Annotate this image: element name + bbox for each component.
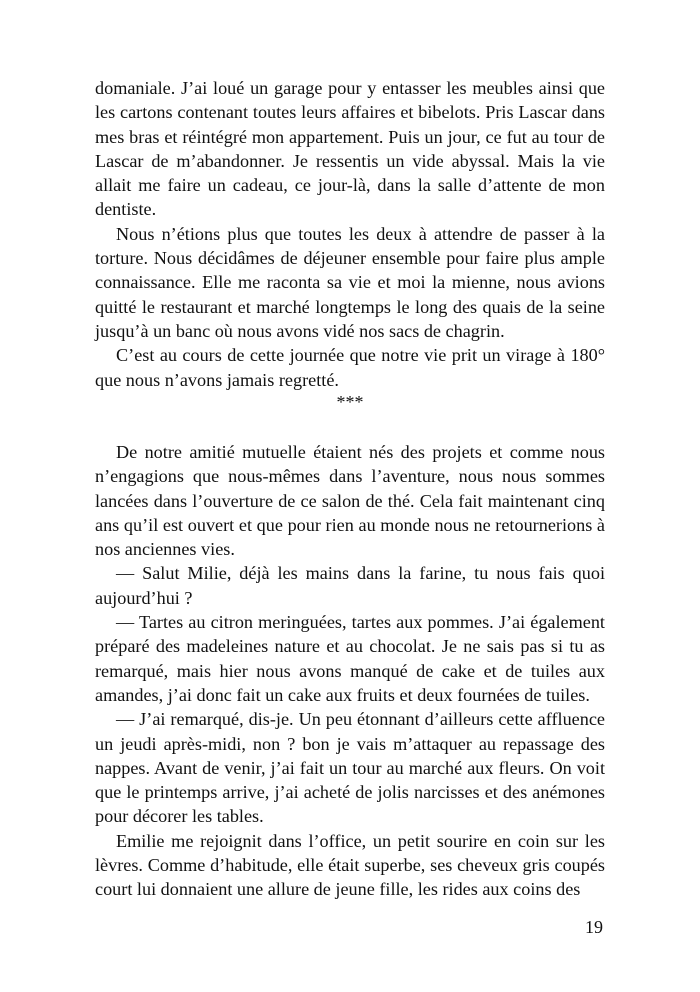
dialogue-line: — Salut Milie, déjà les mains dans la farine, tu nous fais quoi aujourd’hui ? (95, 563, 605, 608)
dialogue-line: — Tartes au citron meringuées, tartes aux pommes. J’ai également préparé des madeleines nature et au chocolat. Je ne sais pas si tu as remarqué, mais hier nous avons manqué de cake et de tuiles aux amandes, j’ai donc fait un cake aux fruits et deux fournées de tuiles. (95, 612, 605, 705)
dialogue-line: — J’ai remarqué, dis-je. Un peu étonnant d’ailleurs cette affluence un jeudi après-midi, non ? bon je vais m’attaquer au repassage des nappes. Avant de venir, j’ai fait un tour au marché aux fleurs. On voit que le printemps arrive, j’ai acheté de jolis narcisses et des anémones pour décorer les tables. (95, 709, 605, 827)
paragraph-continuation: domaniale. J’ai loué un garage pour y entasser les meubles ainsi que les cartons contenant toutes leurs affaires et bibelots. Pris Lascar dans mes bras et réintégré mon appartement. Puis un jour, ce fut au tour de Lascar de m’abandonner. Je ressentis un vide abyssal. Mais la vie allait me faire un cadeau, ce jour-là, dans la salle d’attente de mon dentiste. (95, 78, 605, 220)
paragraph: Emilie me rejoignit dans l’office, un petit sourire en coin sur les lèvres. Comme d’habitude, elle était superbe, ses cheveux gris coupés court lui donnaient une allure de jeune fille, les rides aux coins des (95, 830, 605, 900)
paragraph: De notre amitié mutuelle étaient nés des projets et comme nous n’engagions que nous-mêmes dans l’aventure, nous nous sommes lancées dans l’ouverture de ce salon de thé. Cela fait maintenant cinq ans qu’il est ouvert et que pour rien au monde nous ne retournerions à nos anciennes vies. (95, 442, 605, 560)
paragraph: C’est au cours de cette journée que notre vie prit un virage à 180° que nous n’avons jamais regretté. (95, 345, 605, 390)
text-block-after-break (95, 440, 605, 902)
section-break: *** (336, 392, 364, 412)
text-block-before-break (95, 76, 605, 392)
paragraph: Nous n’étions plus que toutes les deux à attendre de passer à la torture. Nous décidâmes de déjeuner ensemble pour faire plus ample connaissance. Elle me raconta sa vie et moi la mienne, nous avions quitté le restaurant et marché longtemps le long des quais de la seine jusqu’à un banc où nous avons vidé nos sacs de chagrin. (95, 223, 605, 341)
page-number: 19 (585, 917, 603, 937)
